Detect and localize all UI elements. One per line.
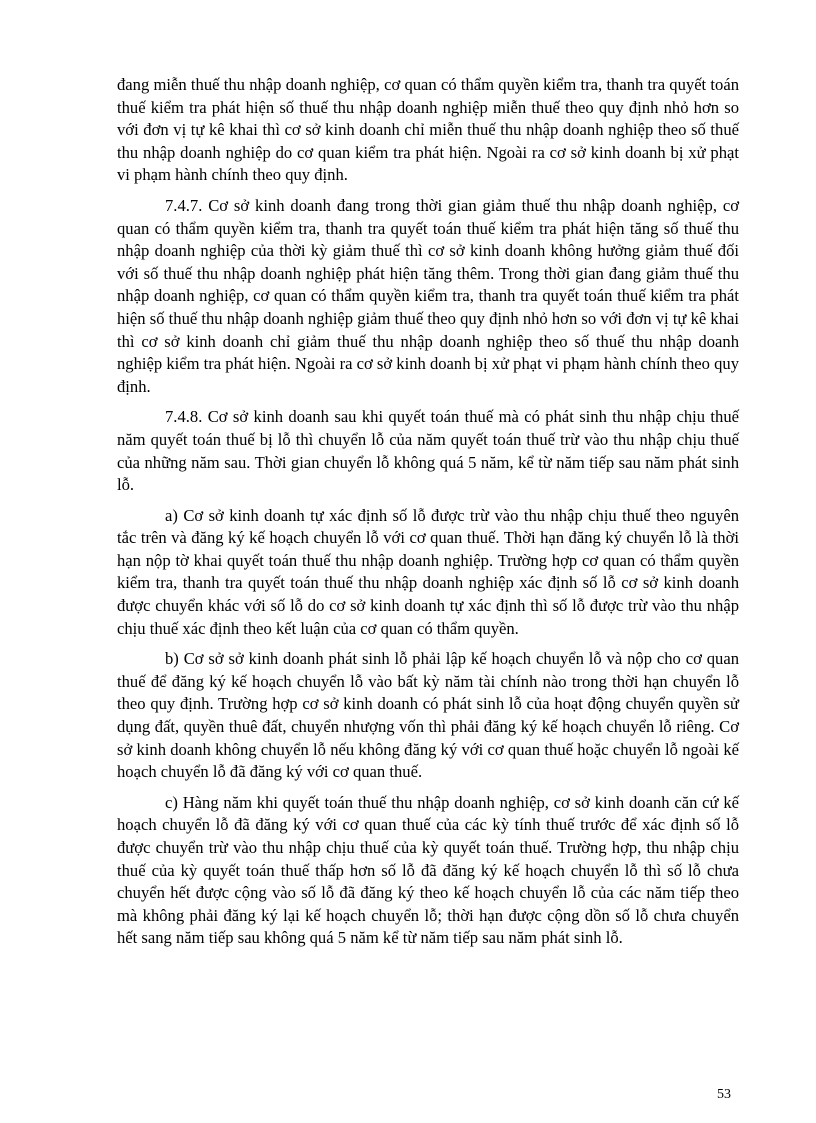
paragraph-7-4-7: 7.4.7. Cơ sở kinh doanh đang trong thời gian giảm thuế thu nhập doanh nghiệp, cơ quan có thẩm quyền kiểm tra, thanh tra quyết toán thuế kiểm tra phát hiện tăng số thuế thu nhập doanh nghiệp của thời kỳ giảm thuế thì cơ sở kinh doanh không hưởng giảm thuế đối với số thuế thu nhập doanh nghiệp phát hiện tăng thêm. Trong thời gian đang giảm thuế thu nhập doanh nghiệp, cơ quan có thẩm quyền kiểm tra, thanh tra quyết toán thuế kiểm tra phát hiện số thuế thu nhập doanh nghiệp giảm thuế theo quy định nhỏ hơn so với đơn vị tự kê khai thì cơ sở kinh doanh chỉ giảm thuế thu nhập doanh nghiệp theo số thuế thu nhập doanh nghiệp kiểm tra phát hiện. Ngoài ra cơ sở kinh doanh bị xử phạt vi phạm hành chính theo quy định. <box>117 195 739 396</box>
paragraph-item-b: b) Cơ sở sở kinh doanh phát sinh lỗ phải lập kế hoạch chuyển lỗ và nộp cho cơ quan thuế để đăng ký kế hoạch chuyển lỗ vào bất kỳ năm tài chính nào trong thời hạn chuyển lỗ theo quy định. Trường hợp cơ sở kinh doanh có phát sinh lỗ của hoạt động chuyển quyền sử dụng đất, quyền thuê đất, chuyển nhượng vốn thì phải đăng ký kế hoạch chuyển lỗ riêng. Cơ sở kinh doanh không chuyển lỗ nếu không đăng ký với cơ quan thuế hoặc chuyển lỗ ngoài kế hoạch chuyển lỗ đã đăng ký với cơ quan thuế. <box>117 649 739 782</box>
paragraph-item-a: a) Cơ sở kinh doanh tự xác định số lỗ được trừ vào thu nhập chịu thuế theo nguyên tắc trên và đăng ký kế hoạch chuyển lỗ với cơ quan thuế. Thời hạn đăng ký chuyển lỗ là thời hạn nộp tờ khai quyết toán thuế thu nhập doanh nghiệp. Trường hợp cơ quan có thẩm quyền kiểm tra, thanh tra quyết toán thuế thu nhập doanh nghiệp xác định số lỗ cơ sở kinh doanh được chuyển khác với số lỗ do cơ sở kinh doanh tự xác định thì số lỗ được trừ vào thu nhập chịu thuế xác định theo kết luận của cơ quan có thẩm quyền. <box>117 505 739 638</box>
paragraph-continuation: đang miễn thuế thu nhập doanh nghiệp, cơ quan có thẩm quyền kiểm tra, thanh tra quyết toán thuế kiểm tra phát hiện số thuế thu nhập doanh nghiệp miễn thuế theo quy định nhỏ hơn so với đơn vị tự kê khai thì cơ sở kinh doanh chỉ miễn thuế thu nhập doanh nghiệp theo số thuế thu nhập doanh nghiệp do cơ quan kiểm tra phát hiện. Ngoài ra cơ sở kinh doanh bị xử phạt vi phạm hành chính theo quy định. <box>117 75 739 185</box>
paragraph-item-c: c) Hàng năm khi quyết toán thuế thu nhập doanh nghiệp, cơ sở kinh doanh căn cứ kế hoạch chuyển lỗ đã đăng ký với cơ quan thuế của các kỳ tính thuế trước để xác định số lỗ được chuyển trừ vào thu nhập chịu thuế của kỳ quyết toán thuế. Trường hợp, thu nhập chịu thuế của kỳ quyết toán thuế thấp hơn số lỗ đã đăng ký kế hoạch chuyển lỗ thì số lỗ chưa chuyển hết được cộng vào số lỗ đã đăng ký theo kế hoạch chuyển lỗ của các năm tiếp theo mà không phải đăng ký lại kế hoạch chuyển lỗ; thời hạn được cộng dồn số lỗ chưa chuyển hết sang năm tiếp sau không quá 5 năm kể từ năm tiếp sau năm phát sinh lỗ. <box>117 792 739 948</box>
paragraph-7-4-8: 7.4.8. Cơ sở kinh doanh sau khi quyết toán thuế mà có phát sinh thu nhập chịu thuế năm quyết toán thuế bị lỗ thì chuyển lỗ của năm quyết toán thuế trừ vào thu nhập chịu thuế của những năm sau. Thời gian chuyển lỗ không quá 5 năm, kể từ năm tiếp sau năm phát sinh lỗ. <box>117 407 739 495</box>
document-page <box>117 74 739 958</box>
page-number: 53 <box>717 1087 731 1102</box>
